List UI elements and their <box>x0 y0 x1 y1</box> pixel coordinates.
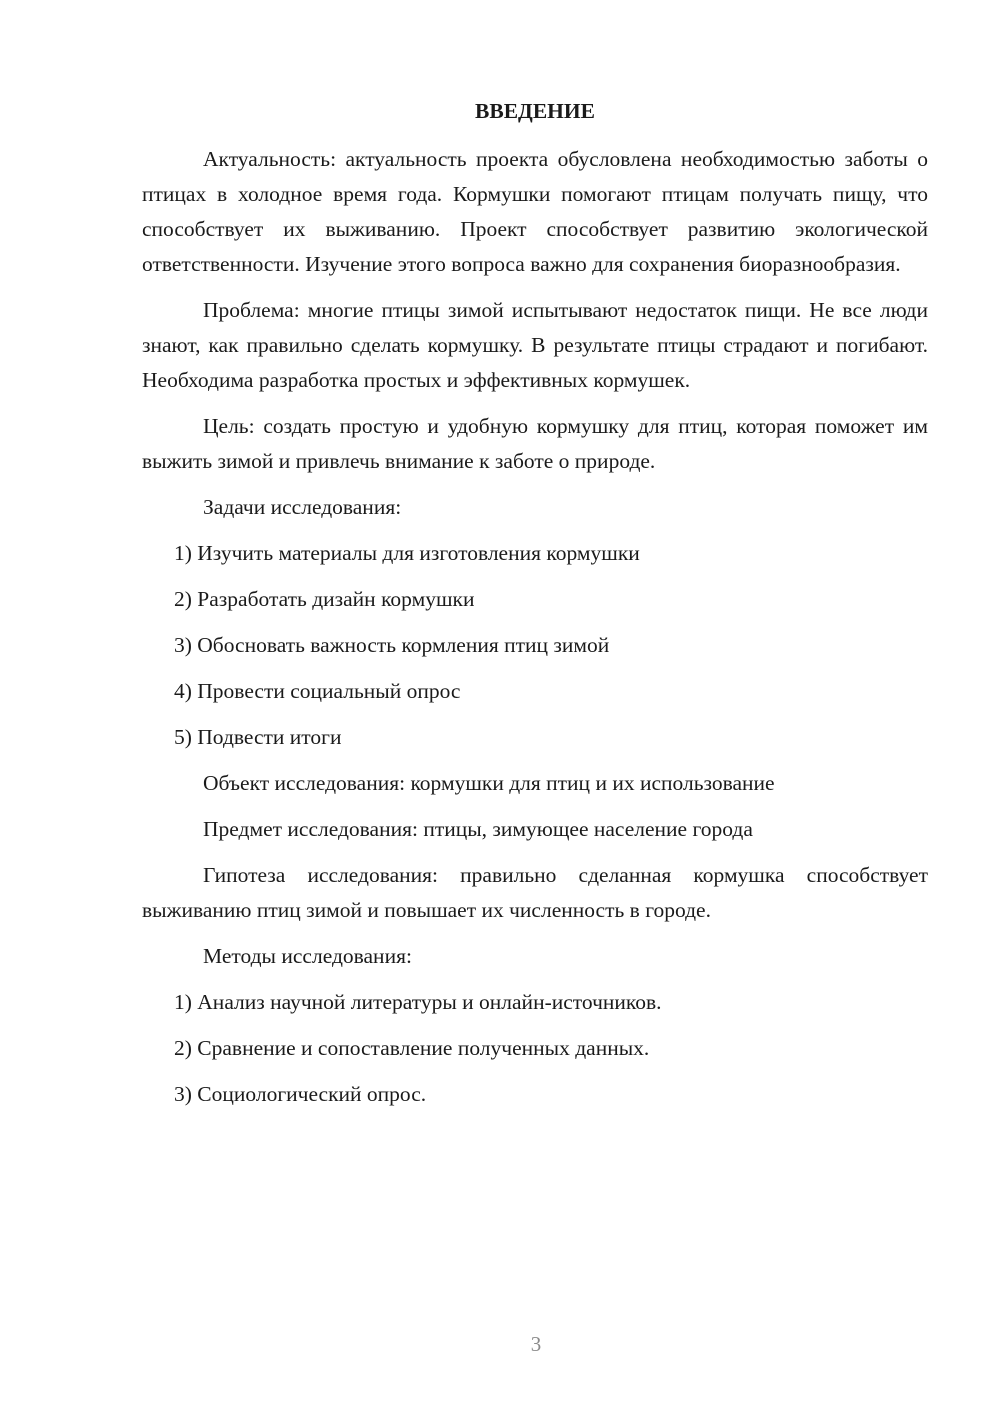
task-item: 1) Изучить материалы для изготовления кормушки <box>174 541 640 565</box>
page-title: ВВЕДЕНИЕ <box>475 99 595 123</box>
relevance-paragraph: Актуальность: актуальность проекта обусловлена необходимостью заботы о птицах в холодное время года. Кормушки помогают птицам получать пищу, что способствует их выживанию. Проект способствует развитию экологической ответственности. Изучение этого вопроса важно для сохранения биоразнообразия. <box>142 147 928 276</box>
document-page <box>142 96 928 1123</box>
method-item: 3) Социологический опрос. <box>174 1082 427 1106</box>
problem-paragraph: Проблема: многие птицы зимой испытывают недостаток пищи. Не все люди знают, как правильно сделать кормушку. В результате птицы страдают и погибают. Необходима разработка простых и эффективных кормушек. <box>142 298 928 392</box>
methods-heading: Методы исследования: <box>203 944 412 968</box>
task-item: 2) Разработать дизайн кормушки <box>174 587 475 611</box>
object-line: Объект исследования: кормушки для птиц и их использование <box>203 771 775 795</box>
tasks-heading: Задачи исследования: <box>203 495 402 519</box>
task-item: 5) Подвести итоги <box>174 725 342 749</box>
task-item: 4) Провести социальный опрос <box>174 679 461 703</box>
task-item: 3) Обосновать важность кормления птиц зимой <box>174 633 610 657</box>
hypothesis-paragraph: Гипотеза исследования: правильно сделанная кормушка способствует выживанию птиц зимой и повышает их численность в городе. <box>142 863 928 922</box>
method-item: 2) Сравнение и сопоставление полученных данных. <box>174 1036 650 1060</box>
subject-line: Предмет исследования: птицы, зимующее население города <box>203 817 753 841</box>
method-item: 1) Анализ научной литературы и онлайн-источников. <box>174 990 662 1014</box>
goal-paragraph: Цель: создать простую и удобную кормушку для птиц, которая поможет им выжить зимой и привлечь внимание к заботе о природе. <box>142 414 928 473</box>
page-number: 3 <box>530 1332 542 1356</box>
